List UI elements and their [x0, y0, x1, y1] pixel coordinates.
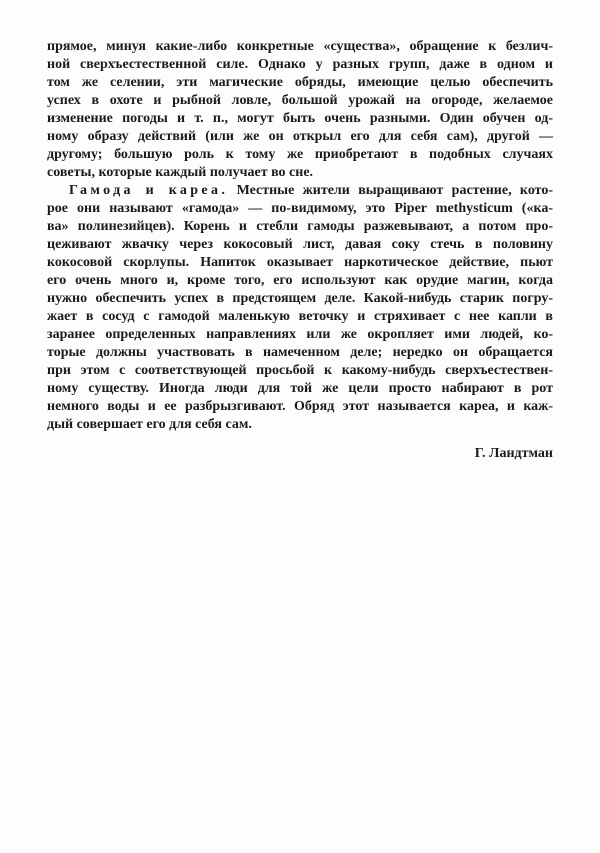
- text-line: кокосовой скорлупы. Напиток оказывает наркотическое действие, пьют: [47, 255, 553, 270]
- text-line: ному образу действий (или же он открыл его для себя сам), другой —: [47, 129, 553, 144]
- text-line: рое они называют «гамода» — по-видимому, это Piper methysticum («ка-: [47, 201, 553, 216]
- text-line: советы, которые каждый получает во сне.: [47, 165, 314, 180]
- text-line: нужно обеспечить успех в предстоящем деле. Какой-нибудь старик погру-: [47, 291, 553, 306]
- text-block: [47, 38, 553, 463]
- text-line: жает в сосуд с гамодой маленькую веточку и стряхивает с нее капли в: [47, 309, 553, 324]
- text-line: цеживают жвачку через кокосовый лист, давая соку стечь в половину: [47, 237, 553, 252]
- section-heading: Гамода и кареа.: [69, 183, 229, 198]
- author-attribution: Г. Ландтман: [474, 446, 553, 461]
- text-line: том же селении, эти магические обряды, имеющие целью обеспечить: [47, 75, 553, 90]
- text-line: дый совершает его для себя сам.: [47, 417, 252, 432]
- text-line: успех в охоте и рыбной ловле, большой урожай на огороде, желаемое: [47, 93, 553, 108]
- text-line: при этом с соответствующей просьбой к какому-нибудь сверхъестествен-: [47, 363, 553, 378]
- text-line: изменение погоды и т. п., могут быть очень разными. Один обучен од-: [47, 111, 553, 126]
- paragraph-2: [47, 182, 553, 434]
- text-line: другому; большую роль к тому же приобретают в подобных случаях: [47, 147, 553, 162]
- text-line: прямое, минуя какие-либо конкретные «существа», обращение к безлич-: [47, 39, 553, 54]
- text-run: Местные жители выращивают растение, кото-: [236, 183, 553, 198]
- text-line: [47, 182, 553, 200]
- text-line: ва» полинезийцев). Корень и стебли гамоды разжевывают, а потом про-: [47, 219, 553, 234]
- text-line: его очень много и, кроме того, его используют как орудие магии, когда: [47, 273, 553, 288]
- text-line: заранее определенных направлениях или же окропляет ими людей, ко-: [47, 327, 553, 342]
- text-line: ной сверхъестественной силе. Однако у разных групп, даже в одном и: [47, 57, 553, 72]
- paragraph-1: [47, 38, 553, 182]
- text-line: немного воды и ее разбрызгивают. Обряд этот называется кареа, и каж-: [47, 399, 553, 414]
- text-line: торые должны участвовать в намеченном деле; нередко он обращается: [47, 345, 553, 360]
- text-line: ному существу. Иногда люди для той же цели просто набирают в рот: [47, 381, 553, 396]
